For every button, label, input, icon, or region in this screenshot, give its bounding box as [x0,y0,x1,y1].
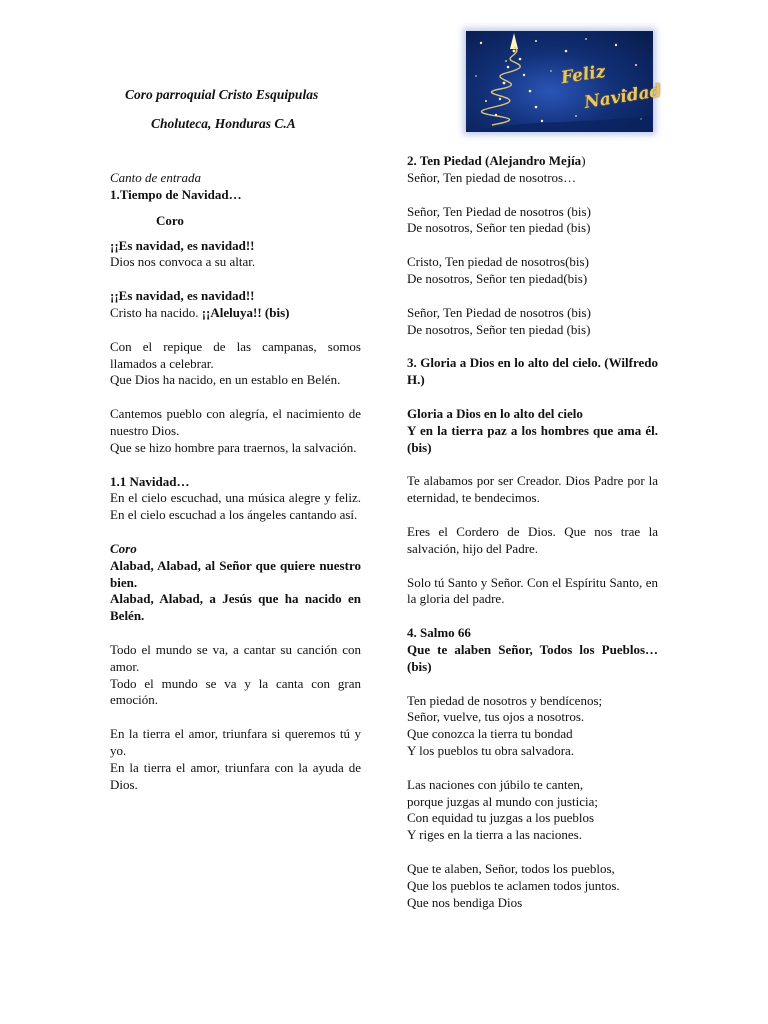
lyric-text: Cristo ha nacido. [110,304,202,320]
lyric-line: Dios nos convoca a su altar. [110,254,256,270]
lyric-line: Señor, Ten Piedad de nosotros (bis) [407,203,591,219]
song-title-paren: ) [581,153,586,168]
lyric-line: Las naciones con júbilo te canten, [407,776,584,792]
lyric-text-bold: ¡¡Aleluya!! (bis) [201,304,290,320]
lyric-line: De nosotros, Señor ten piedad(bis) [407,270,588,286]
chorus-paragraph: Que te alaben Señor, Todos los Pueblos… (bis) [407,641,658,674]
choir-location: Choluteca, Honduras C.A [151,116,296,131]
verse-paragraph: Cantemos pueblo con alegría, el nacimiento de nuestro Dios. [110,406,361,438]
lyric-line: porque juzgas al mundo con justicia; [407,793,598,809]
choir-name: Coro parroquial Cristo Esquipulas [125,87,319,102]
lyric-line: Que los pueblos te aclamen todos juntos. [407,877,620,893]
lyric-line: Y los pueblos tu obra salvadora. [407,742,575,758]
song-title: 1.1 Navidad… [110,473,190,489]
lyric-line: Cristo, Ten piedad de nosotros(bis) [407,254,589,270]
chorus-paragraph: Gloria a Dios en lo alto del cielo [407,405,583,421]
verse-paragraph: Todo el mundo se va, a cantar su canción con amor. [110,641,361,674]
lyric-line: Señor, Ten Piedad de nosotros (bis) [407,304,591,320]
verse-paragraph: En la tierra el amor, triunfara con la ayuda de Dios. [110,759,361,792]
chorus-paragraph: Alabad, Alabad, al Señor que quiere nuestro bien. [110,557,361,590]
lyric-line: De nosotros, Señor ten piedad (bis) [407,321,591,337]
lyric-line: Ten piedad de nosotros y bendícenos; [407,692,603,708]
lyric-line: Señor, vuelve, tus ojos a nosotros. [407,709,585,725]
verse-paragraph: Solo tú Santo y Señor. Con el Espíritu Santo, en la gloria del padre. [407,574,658,607]
verse-paragraph: Eres el Cordero de Dios. Que nos trae la salvación, hijo del Padre. [407,523,658,556]
right-column [407,0,658,911]
lyric-line: Con equidad tu juzgas a los pueblos [407,810,595,826]
verse-paragraph: Con el repique de las campanas, somos llamados a celebrar. [110,338,361,371]
lyric-line: Que conozca la tierra tu bondad [407,726,573,742]
verse-paragraph: Te alabamos por ser Creador. Dios Padre por la eternidad, te bendecimos. [407,473,658,506]
song-title: 3. Gloria a Dios en lo alto del cielo. (Wilfredo H.) [407,355,658,388]
lyric-line: De nosotros, Señor ten piedad (bis) [407,220,591,236]
song-title [407,153,658,170]
lyric-line: ¡¡Es navidad, es navidad!! [110,237,255,253]
lyric-line: Y riges en la tierra a las naciones. [407,827,582,843]
chorus-heading: Coro [110,540,137,556]
song-title: 1.Tiempo de Navidad… [110,186,242,202]
lyric-line: Señor, Ten piedad de nosotros… [407,169,577,185]
lyric-line: Que nos bendiga Dios [407,894,523,910]
card-word-navidad: Navidad [582,81,663,113]
lyric-line: Que te alaben, Señor, todos los pueblos, [407,860,615,876]
chorus-paragraph: Alabad, Alabad, a Jesús que ha nacido en Belén. [110,591,361,624]
verse-paragraph: En el cielo escuchad, una música alegre y feliz. En el cielo escuchad a los ángeles cantando así. [110,490,361,523]
song-title-text: 2. Ten Piedad (Alejandro Mejía [407,153,582,168]
chorus-heading: Coro [156,212,184,228]
left-column [110,0,361,793]
canto-label: Canto de entrada [110,170,201,185]
song-title: 4. Salmo 66 [407,625,471,641]
verse-paragraph: Que se hizo hombre para traernos, la salvación. [110,439,357,455]
verse-paragraph: Que Dios ha nacido, en un establo en Belén. [110,372,341,388]
lyric-line: ¡¡Es navidad, es navidad!! [110,288,255,304]
verse-paragraph: Todo el mundo se va y la canta con gran emoción. [110,675,361,708]
chorus-paragraph: Y en la tierra paz a los hombres que ama él. (bis) [407,422,658,455]
card-word-feliz: Feliz [559,61,607,89]
verse-paragraph: En la tierra el amor, triunfara si queremos tú y yo. [110,726,361,758]
lyric-line [110,305,361,322]
